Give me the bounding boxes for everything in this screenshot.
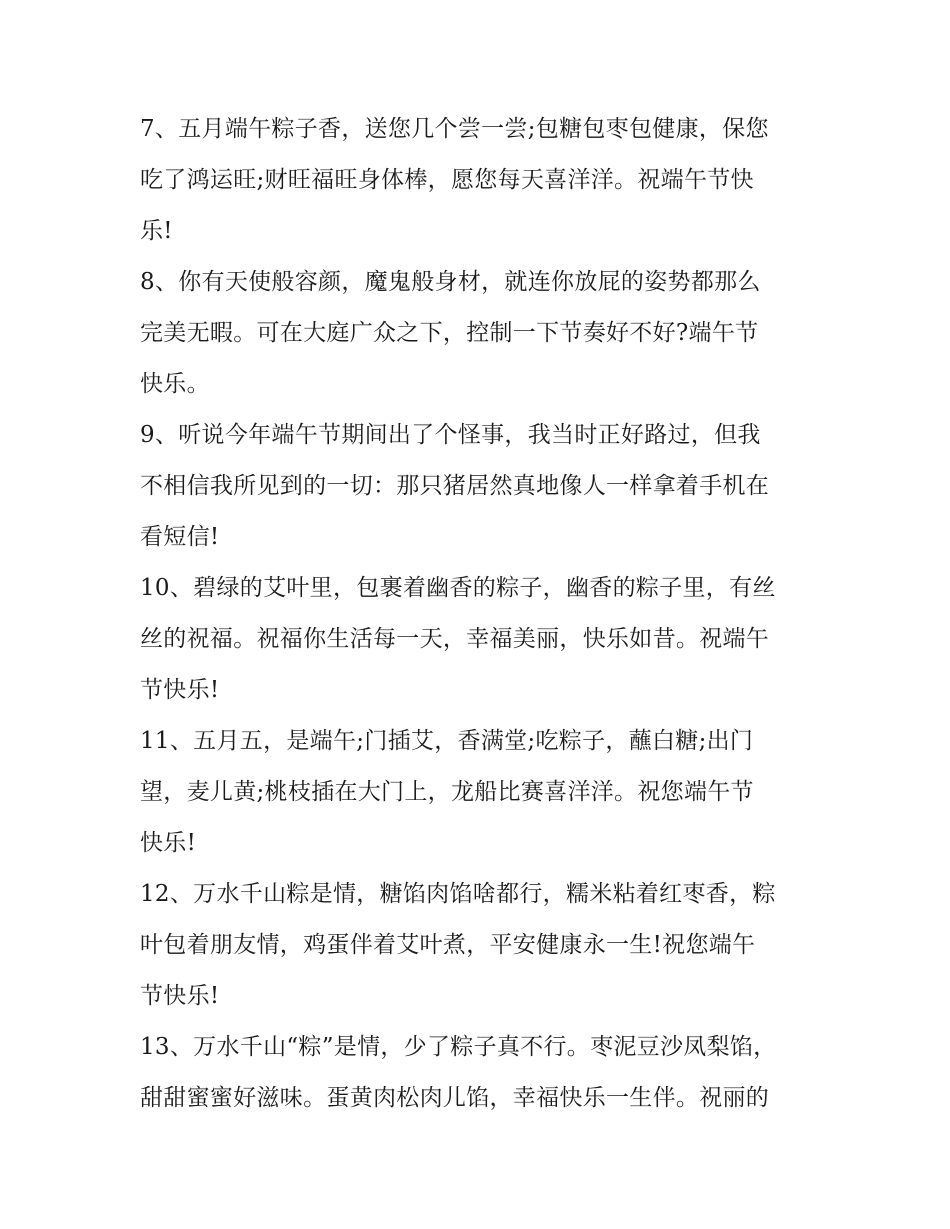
text-line: 完美无暇。可在大庭广众之下，控制一下节奏好不好?端午节 — [140, 320, 759, 346]
text-line: 快乐。 — [140, 371, 210, 397]
text-line: 8、你有天使般容颜，魔鬼般身材，就连你放屁的姿势都那么 — [140, 269, 761, 295]
text-line: 7、五月端午粽子香，送您几个尝一尝;包糖包枣包健康，保您 — [140, 116, 769, 142]
text-line: 叶包着朋友情，鸡蛋伴着艾叶煮，平安健康永一生!祝您端午 — [140, 932, 756, 958]
text-line: 10、碧绿的艾叶里，包裹着幽香的粽子，幽香的粽子里，有丝 — [140, 575, 776, 601]
text-line: 不相信我所见到的一切：那只猪居然真地像人一样拿着手机在 — [140, 473, 770, 499]
text-line: 11、五月五，是端午;门插艾，香满堂;吃粽子，蘸白糖;出门 — [140, 728, 754, 754]
text-line: 看短信! — [140, 524, 220, 550]
text-line: 节快乐! — [140, 983, 220, 1009]
text-line: 快乐! — [140, 830, 197, 856]
text-line: 吃了鸿运旺;财旺福旺身体棒，愿您每天喜洋洋。祝端午节快 — [140, 167, 754, 193]
text-line: 甜甜蜜蜜好滋味。蛋黄肉松肉儿馅，幸福快乐一生伴。祝丽的 — [140, 1085, 770, 1111]
text-line: 13、万水千山“粽”是情，少了粽子真不行。枣泥豆沙凤梨馅， — [140, 1034, 777, 1060]
text-line: 丝的祝福。祝福你生活每一天，幸福美丽，快乐如昔。祝端午 — [140, 626, 770, 652]
text-line: 9、听说今年端午节期间出了个怪事，我当时正好路过，但我 — [140, 422, 761, 448]
text-line: 12、万水千山粽是情，糖馅肉馅啥都行，糯米粘着红枣香，粽 — [140, 881, 776, 907]
text-line: 节快乐! — [140, 677, 220, 703]
document-body — [140, 104, 830, 1124]
text-line: 乐! — [140, 218, 173, 244]
text-line: 望，麦儿黄;桃枝插在大门上，龙船比赛喜洋洋。祝您端午节 — [140, 779, 754, 805]
